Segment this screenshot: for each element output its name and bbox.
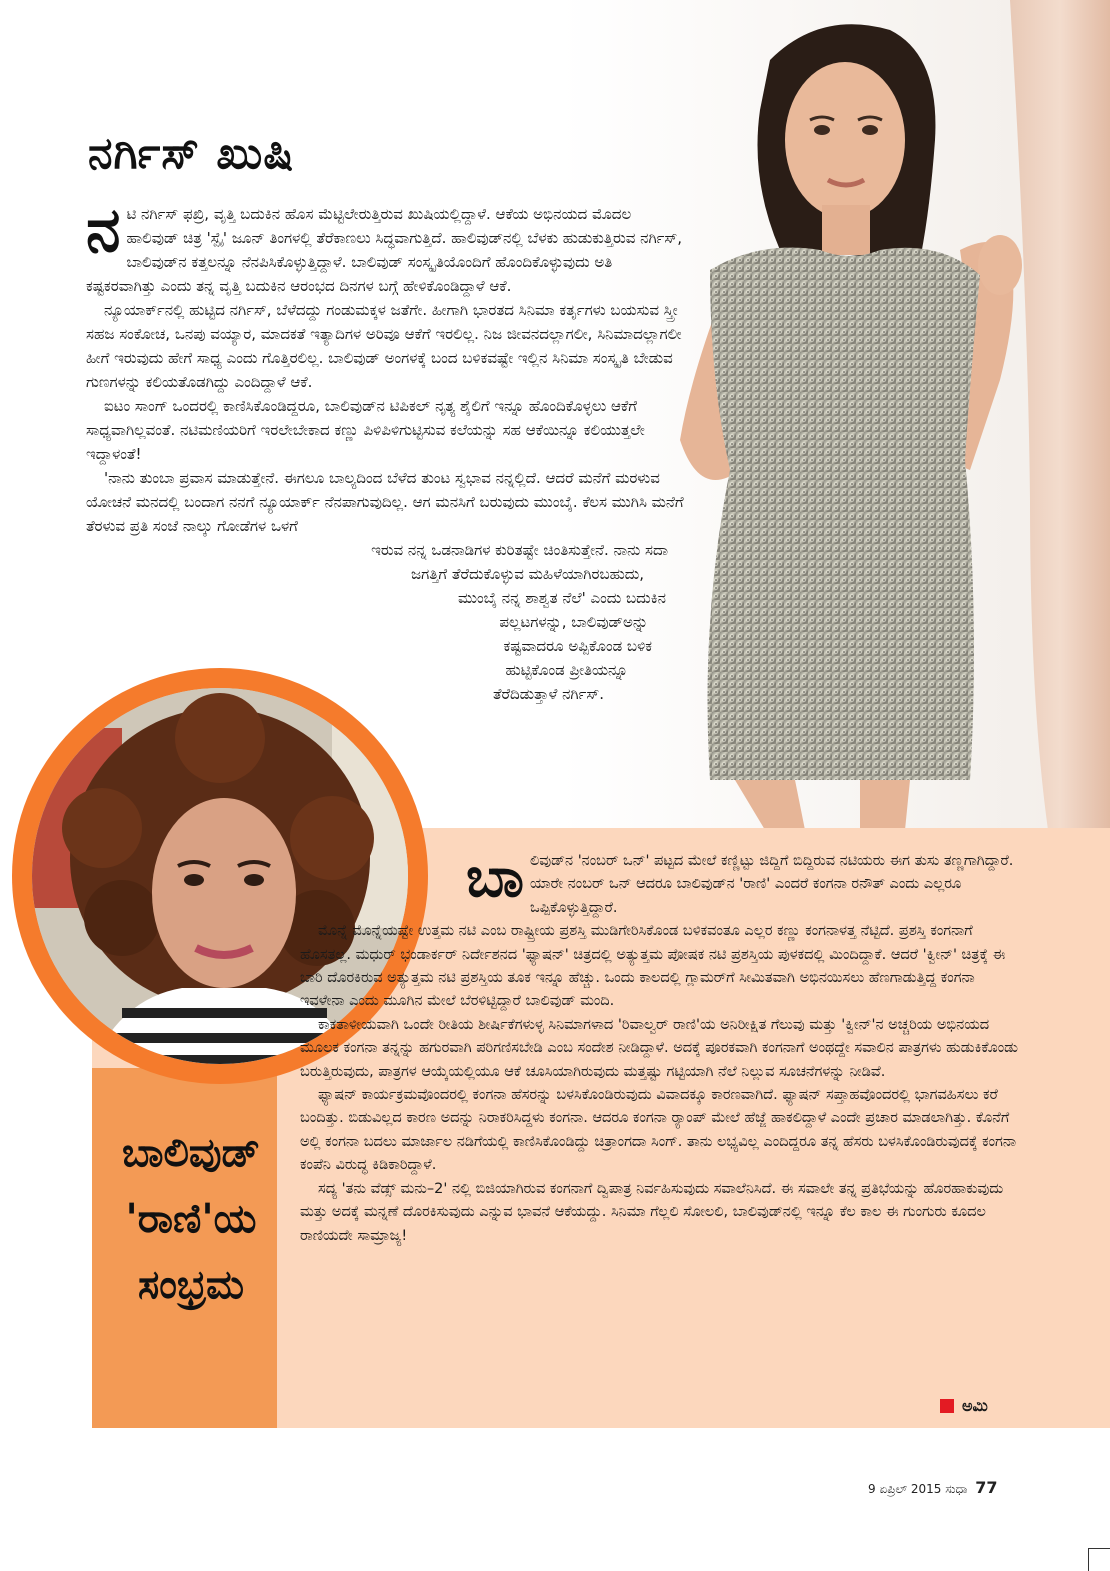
article1-dropcap: ನ — [86, 193, 121, 266]
page-footer — [868, 1478, 998, 1497]
article1-paragraph: ಐಟಂ ಸಾಂಗ್ ಒಂದರಲ್ಲಿ ಕಾಣಿಸಿಕೊಂಡಿದ್ದರೂ, ಬಾಲಿವುಡ್‌ನ ಟಿಪಿಕಲ್ ನೃತ್ಯ ಶೈಲಿಗೆ ಇನ್ನೂ ಹೊಂದಿಕೊಳ್ಳಲು ಆಕೆಗೆ ಸಾಧ್ಯವಾಗಿಲ್ಲವಂತೆ. ನಟಿಮಣಿಯರಿಗೆ ಇರಲೇಬೇಕಾದ ಕಣ್ಣು ಪಿಳಿಪಿಳಿಗುಟ್ಟಿಸುವ ಕಲೆಯನ್ನು ಸಹ ಆಕೆಯಿನ್ನೂ ಕಲಿಯುತ್ತಲೇ ಇದ್ದಾಳಂತೆ! — [86, 397, 645, 463]
article2-paragraph: ಫ್ಯಾಷನ್ ಕಾರ್ಯಕ್ರಮವೊಂದರಲ್ಲಿ ಕಂಗನಾ ಹೆಸರನ್ನು ಬಳಸಿಕೊಂಡಿರುವುದು ವಿವಾದಕ್ಕೂ ಕಾರಣವಾಗಿದೆ. ಫ್ಯಾಷನ್ ಸಪ್ತಾಹವೊಂದರಲ್ಲಿ ಭಾಗವಹಿಸಲು ಕರೆ ಬಂದಿತ್ತು. ಬಿಡುವಿಲ್ಲದ ಕಾರಣ ಅದನ್ನು ನಿರಾಕರಿಸಿದ್ದಳು ಕಂಗನಾ. ಆದರೂ ಕಂಗನಾ ರ‍್ಯಾಂಪ್ ಮೇಲೆ ಹೆಜ್ಜೆ ಹಾಕಲಿದ್ದಾಳೆ ಎಂದೇ ಪ್ರಚಾರ ಮಾಡಲಾಗಿತ್ತು. ಕೊನೆಗೆ ಅಲ್ಲಿ ಕಂಗನಾ ಬದಲು ಮಾರ್ಜಾಲ ನಡಿಗೆಯಲ್ಲಿ ಕಾಣಿಸಿಕೊಂಡಿದ್ದು ಚಿತ್ರಾಂಗದಾ ಸಿಂಗ್. ತಾನು ಲಭ್ಯವಿಲ್ಲ ಎಂದಿದ್ದರೂ ತನ್ನ ಹೆಸರು ಬಳಸಿಕೊಂಡಿರುವುದಕ್ಕೆ ಕಂಗನಾ ಕಂಪೆನಿ ವಿರುದ್ಧ ಕಿಡಿಕಾರಿದ್ದಾಳೆ. — [300, 1087, 1017, 1174]
byline-square-icon — [940, 1399, 954, 1413]
article1-paragraph: ನ್ಯೂಯಾರ್ಕ್‌ನಲ್ಲಿ ಹುಟ್ಟಿದ ನರ್ಗಿಸ್, ಬೆಳೆದದ್ದು ಗಂಡುಮಕ್ಕಳ ಜತೆಗೇ. ಹೀಗಾಗಿ ಭಾರತದ ಸಿನಿಮಾ ಕರ್ತೃಗಳು ಬಯಸುವ ಸ್ತ್ರೀ ಸಹಜ ಸಂಕೋಚ, ಒನಪು ವಯ್ಯಾರ, ಮಾದಕತೆ ಇತ್ಯಾದಿಗಳ ಅರಿವೂ ಆಕೆಗೆ ಇರಲಿಲ್ಲ. ನಿಜ ಜೀವನದಲ್ಲಾಗಲೀ, ಸಿನಿಮಾದಲ್ಲಾಗಲೀ ಹೀಗೆ ಇರುವುದು ಹೇಗೆ ಸಾಧ್ಯ ಎಂದು ಗೊತ್ತಿರಲಿಲ್ಲ. ಬಾಲಿವುಡ್ ಅಂಗಳಕ್ಕೆ ಬಂದ ಬಳಿಕವಷ್ಟೇ ಇಲ್ಲಿನ ಸಿನಿಮಾ ಸಂಸ್ಕೃತಿ ಬೇಡುವ ಗುಣಗಳನ್ನು ಕಲಿಯತೊಡಗಿದ್ದು ಎಂದಿದ್ದಾಳೆ ಆಕೆ. — [86, 301, 682, 391]
article2-title-line: 'ರಾಣಿ'ಯ — [125, 1196, 257, 1242]
article1-paragraph: 'ನಾನು ತುಂಬಾ ಪ್ರವಾಸ ಮಾಡುತ್ತೇನೆ. ಈಗಲೂ ಬಾಲ್ಯದಿಂದ ಬೆಳೆದ ತುಂಟ ಸ್ವಭಾವ ನನ್ನಲ್ಲಿದೆ. ಆದರೆ ಮನೆಗೆ ಮರಳುವ ಯೋಚನೆ ಮನದಲ್ಲಿ ಬಂದಾಗ ನನಗೆ ನ್ಯೂಯಾರ್ಕ್ ನೆನಪಾಗುವುದಿಲ್ಲ. ಆಗ ಮನಸಿಗೆ ಬರುವುದು ಮುಂಬೈ. ಕೆಲಸ ಮುಗಿಸಿ ಮನೆಗೆ ತೆರಳುವ ಪ್ರತಿ ಸಂಜೆ ನಾಲ್ಕು ಗೋಡೆಗಳ ಒಳಗೆ — [86, 469, 684, 535]
article2-dropcap: ಬಾ — [466, 845, 525, 910]
article2-title-line: ಸಂಭ್ರಮ — [137, 1262, 245, 1308]
article2-paragraph: ಸದ್ಯ 'ತನು ವೆಡ್ಸ್ ಮನು–2' ನಲ್ಲಿ ಬಿಜಿಯಾಗಿರುವ ಕಂಗನಾಗೆ ದ್ವಿಪಾತ್ರ ನಿರ್ವಹಿಸುವುದು ಸವಾಲೆನಿಸಿದೆ. ಈ ಸವಾಲೇ ತನ್ನ ಪ್ರತಿಭೆಯನ್ನು ಹೊರಹಾಕುವುದು ಮತ್ತು ಅದಕ್ಕೆ ಮನ್ನಣೆ ದೊರಕಿಸುವುದು ಎನ್ನುವ ಭಾವನೆ ಆಕೆಯದ್ದು. ಸಿನಿಮಾ ಗೆಲ್ಲಲಿ ಸೋಲಲಿ, ಬಾಲಿವುಡ್‌ನಲ್ಲಿ ಇನ್ನೂ ಕೆಲ ಕಾಲ ಈ ಗುಂಗುರು ಕೂದಲ ರಾಣಿಯದೇ ಸಾಮ್ರಾಜ್ಯ! — [300, 1180, 1004, 1244]
article1-body — [86, 193, 686, 706]
article2-paragraph: ಮೊನ್ನೆ ಮೊನ್ನೆಯಷ್ಟೇ ಉತ್ತಮ ನಟಿ ಎಂಬ ರಾಷ್ಟ್ರೀಯ ಪ್ರಶಸ್ತಿ ಮುಡಿಗೇರಿಸಿಕೊಂಡ ಬಳಿಕವಂತೂ ಎಲ್ಲರ ಕಣ್ಣು ಕಂಗನಾಳತ್ತ ನೆಟ್ಟಿದೆ. ಪ್ರಶಸ್ತಿ ಕಂಗನಾಗೆ ಹೊಸತಲ್ಲ. ಮಧುರ್ ಭಂಡಾರ್ಕರ್ ನಿರ್ದೇಶನದ 'ಫ್ಯಾಷನ್' ಚಿತ್ರದಲ್ಲಿ ಅತ್ಯುತ್ತಮ ಪೋಷಕ ನಟಿ ಪ್ರಶಸ್ತಿಯ ಪುಳಕದಲ್ಲಿ ಮಿಂದಿದ್ದಾಕೆ. ಆದರೆ 'ಕ್ವೀನ್' ಚಿತ್ರಕ್ಕೆ ಈ ಬಾರಿ ದೊರಕಿರುವ ಅತ್ಯುತ್ತಮ ನಟಿ ಪ್ರಶಸ್ತಿಯ ತೂಕ ಇನ್ನೂ ಹೆಚ್ಚು. ಒಂದು ಕಾಲದಲ್ಲಿ ಗ್ಲಾಮರ್‌ಗೆ ಸೀಮಿತವಾಗಿ ಅಭಿನಯಿಸಲು ಹೆಣಗಾಡುತ್ತಿದ್ದ ಕಂಗನಾ ಇವಳೇನಾ ಎಂದು ಮೂಗಿನ ಮೇಲೆ ಬೆರಳಿಟ್ಟಿದ್ದಾರೆ ಬಾಲಿವುಡ್ ಮಂದಿ. — [300, 923, 1006, 1010]
article1-paragraph: ಟಿ ನರ್ಗಿಸ್ ಫಖ್ರಿ, ವೃತ್ತಿ ಬದುಕಿನ ಹೊಸ ಮೆಟ್ಟಿಲೇರುತ್ತಿರುವ ಖುಷಿಯಲ್ಲಿದ್ದಾಳೆ. ಆಕೆಯ ಅಭಿನಯದ ಮೊದಲ ಹಾಲಿವುಡ್ ಚಿತ್ರ 'ಸ್ಪೈ' ಜೂನ್ ತಿಂಗಳಲ್ಲಿ ತೆರೆಕಾಣಲು ಸಿದ್ಧವಾಗುತ್ತಿದೆ. ಹಾಲಿವುಡ್‌ನಲ್ಲಿ ಬೆಳಕು ಹುಡುಕುತ್ತಿರುವ ನರ್ಗಿಸ್, ಬಾಲಿವುಡ್‌ನ ಕತ್ತಲನ್ನೂ ನೆನಪಿಸಿಕೊಳ್ಳುತ್ತಿದ್ದಾಳೆ. ಬಾಲಿವುಡ್ ಸಂಸ್ಕೃತಿಯೊಂದಿಗೆ ಹೊಂದಿಕೊಳ್ಳುವುದು ಅತಿ ಕಷ್ಟಕರವಾಗಿತ್ತು ಎಂದು ತನ್ನ ವೃತ್ತಿ ಬದುಕಿನ ಆರಂಭದ ದಿನಗಳ ಬಗ್ಗೆ ಹೇಳಿಕೊಂಡಿದ್ದಾಳೆ ಆಕೆ. — [86, 205, 683, 295]
article1-tail-line: ಕಷ್ಟವಾದರೂ ಅಪ್ಪಿಕೊಂಡ ಬಳಿಕ — [503, 637, 652, 655]
article1-tail-line: ಜಗತ್ತಿಗೆ ತೆರೆದುಕೊಳ್ಳುವ ಮಹಿಳೆಯಾಗಿರಬಹುದು, — [411, 565, 644, 583]
article2-paragraph: ಲಿವುಡ್‌ನ 'ನಂಬರ್ ಒನ್' ಪಟ್ಟದ ಮೇಲೆ ಕಣ್ಣಿಟ್ಟು ಜಿದ್ದಿಗೆ ಬಿದ್ದಿರುವ ನಟಿಯರು ಈಗ ತುಸು ತಣ್ಣಗಾಗಿದ್ದಾರೆ. ಯಾರೇ ನಂಬರ್ ಒನ್ ಆದರೂ ಬಾಲಿವುಡ್‌ನ 'ರಾಣಿ' ಎಂದರೆ ಕಂಗನಾ ರನೌತ್ ಎಂದು ಎಲ್ಲರೂ ಒಪ್ಪಿಕೊಳ್ಳುತ್ತಿದ್ದಾರೆ. — [530, 853, 1014, 916]
page-number: 77 — [975, 1478, 998, 1497]
article2-body — [300, 845, 1022, 1248]
article1-tail-line: ಮುಂಬೈ ನನ್ನ ಶಾಶ್ವತ ನೆಲೆ' ಎಂದು ಬದುಕಿನ — [457, 589, 666, 607]
article1-tail-line: ಹುಟ್ಟಿಕೊಂಡ ಪ್ರೀತಿಯನ್ನೂ — [505, 661, 628, 679]
crop-mark — [1088, 1548, 1110, 1549]
article1-tail-line: ತೆರೆದಿಡುತ್ತಾಳೆ ನರ್ಗಿಸ್. — [492, 685, 604, 703]
article1-tail-line: ಇರುವ ನನ್ನ ಒಡನಾಡಿಗಳ ಕುರಿತಷ್ಟೇ ಚಿಂತಿಸುತ್ತೇನೆ. ನಾನು ಸದಾ — [371, 541, 668, 559]
article2-byline — [940, 1396, 988, 1416]
crop-mark — [1088, 1548, 1089, 1571]
footer-magazine: ಸುಧಾ — [945, 1482, 968, 1496]
article1-title: ನರ್ಗಿಸ್ ಖುಷಿ — [88, 128, 295, 179]
article2-title-line: ಬಾಲಿವುಡ್ — [122, 1130, 260, 1176]
byline-author: ಅಮಿ — [962, 1396, 988, 1415]
article2-title — [96, 1120, 286, 1318]
article2-paragraph: ಕಾಕತಾಳೀಯವಾಗಿ ಒಂದೇ ರೀತಿಯ ಶೀರ್ಷಿಕೆಗಳುಳ್ಳ ಸಿನಿಮಾಗಳಾದ 'ರಿವಾಲ್ವರ್ ರಾಣಿ'ಯ ಅನಿರೀಕ್ಷಿತ ಗೆಲುವು ಮತ್ತು 'ಕ್ವೀನ್'ನ ಅಚ್ಚರಿಯ ಅಭಿನಯದ ಮೂಲಕ ಕಂಗನಾ ತನ್ನನ್ನು ಹಗುರವಾಗಿ ಪರಿಗಣಿಸಬೇಡಿ ಎಂಬ ಸಂದೇಶ ನೀಡಿದ್ದಾಳೆ. ಅದಕ್ಕೆ ಪೂರಕವಾಗಿ ಕಂಗನಾಗೆ ಅಂಥದ್ದೇ ಸವಾಲಿನ ಪಾತ್ರಗಳು ಹುಡುಕಿಕೊಂಡು ಬರುತ್ತಿರುವುದು, ಪಾತ್ರಗಳ ಆಯ್ಕೆಯಲ್ಲಿಯೂ ಆಕೆ ಚೂಸಿಯಾಗಿರುವುದು ಮತ್ತಷ್ಟು ಗಟ್ಟಿಯಾಗಿ ನೆಲೆ ನಿಲ್ಲುವ ಸೂಚನೆಗಳನ್ನು ನೀಡಿವೆ. — [300, 1016, 1019, 1080]
footer-date: 9 ಏಪ್ರಿಲ್ 2015 — [868, 1482, 942, 1496]
article1-tail-line: ಪಲ್ಲಟಗಳನ್ನು, ಬಾಲಿವುಡ್‌ಅನ್ನು — [499, 613, 648, 631]
